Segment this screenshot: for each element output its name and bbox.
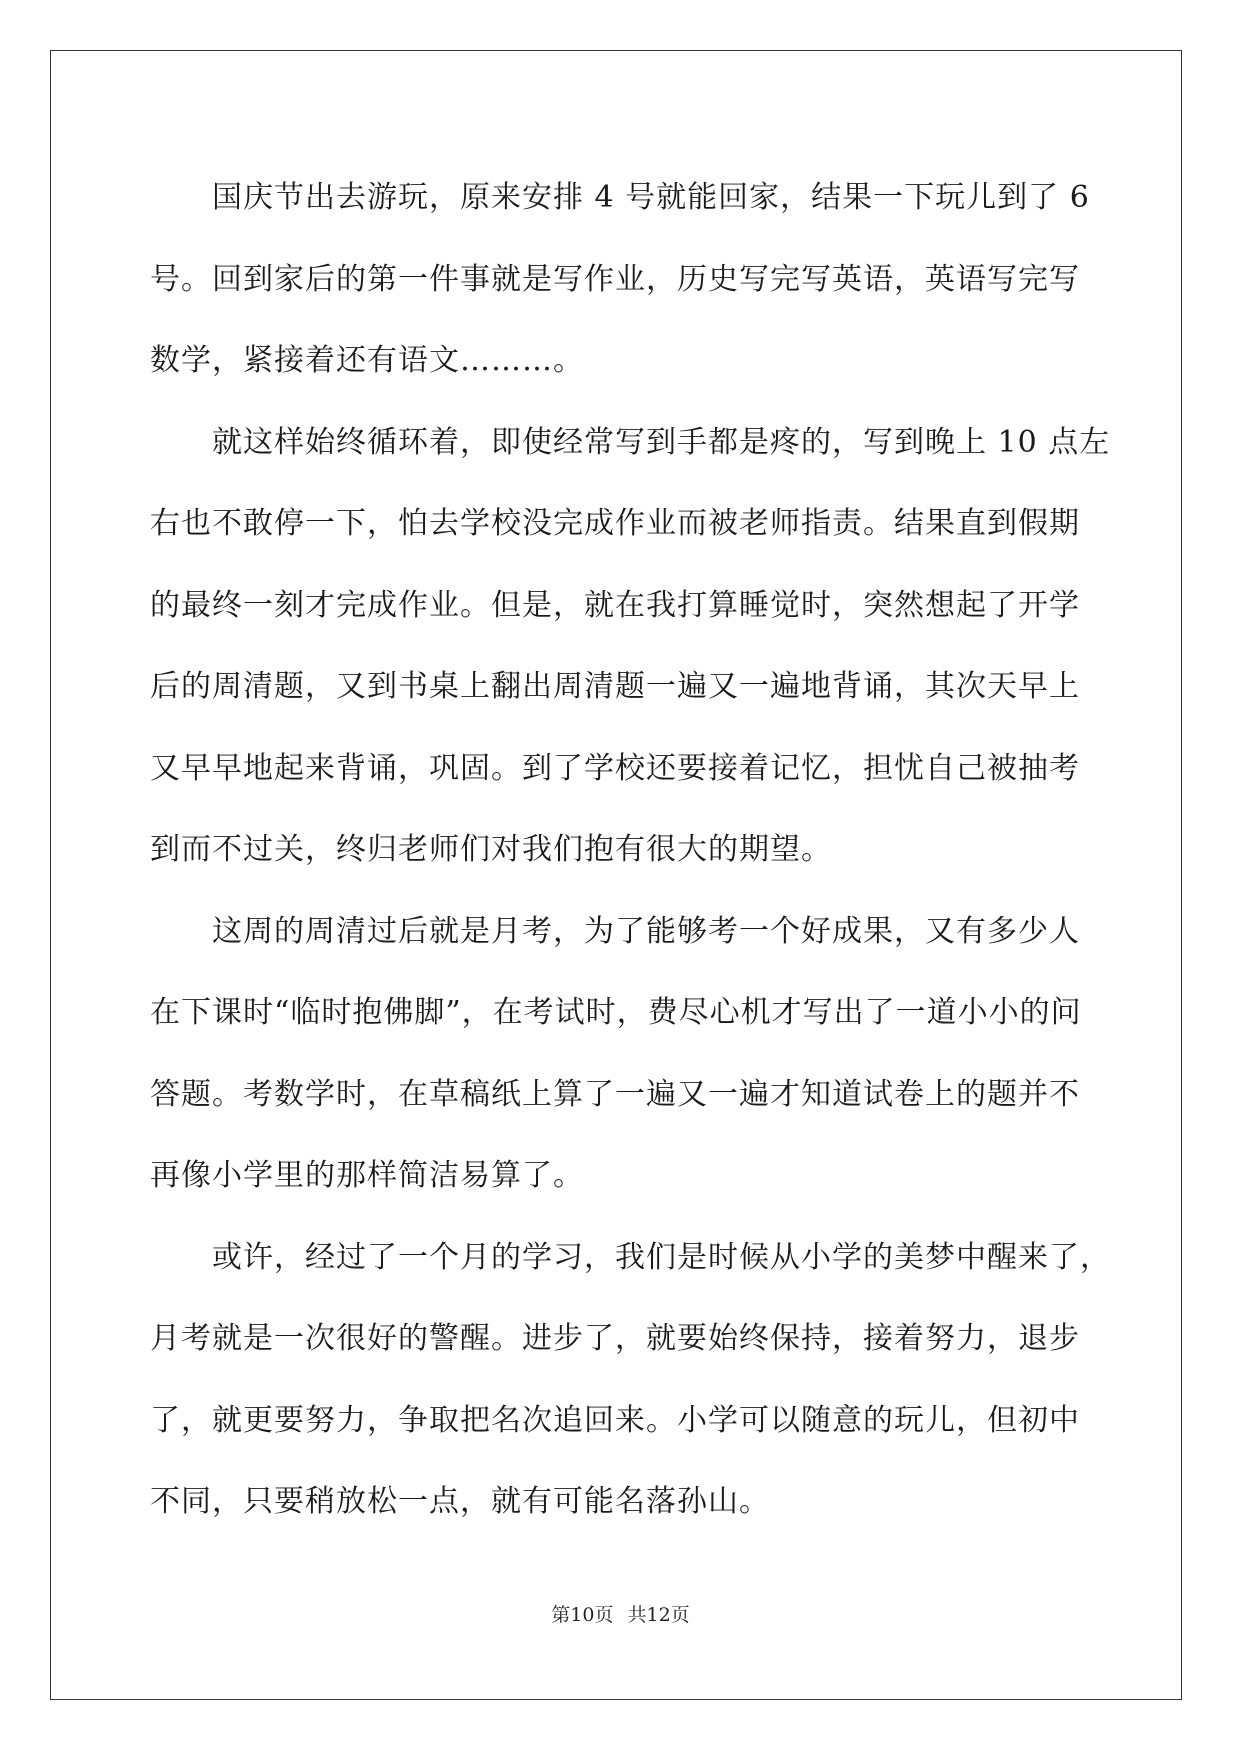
paragraph-3 xyxy=(150,891,1090,1217)
text-line: 再像小学里的那样简洁易算了。 xyxy=(150,1158,584,1193)
text-line: 后的周清题，又到书桌上翻出周清题一遍又一遍地背诵，其次天早上 xyxy=(150,669,1080,704)
page-total: 共12页 xyxy=(627,1604,690,1626)
text-line: 又早早地起来背诵，巩固。到了学校还要接着记忆，担忧自己被抽考 xyxy=(150,750,1080,786)
document-body xyxy=(150,157,1111,1543)
text-line: 了，就更要努力，争取把名次追回来。小学可以随意的玩儿，但初中 xyxy=(150,1402,1080,1438)
text-line: 到而不过关，终归老师们对我们抱有很大的期望。 xyxy=(150,832,832,867)
page-footer xyxy=(0,1600,1241,1627)
paragraph-1 xyxy=(150,157,1090,402)
text-line: 国庆节出去游玩，原来安排 4 号就能回家，结果一下玩儿到了 6 xyxy=(212,180,1090,215)
text-line: 月考就是一次很好的警醒。进步了，就要始终保持，接着努力，退步 xyxy=(150,1321,1080,1356)
text-line: 的最终一刻才完成作业。但是，就在我打算睡觉时，突然想起了开学 xyxy=(150,587,1080,623)
text-line: 在下课时“临时抱佛脚”，在考试时，费尽心机才写出了一道小小的问 xyxy=(150,995,1082,1030)
text-line: 数学，紧接着还有语文………。 xyxy=(150,343,584,378)
text-line: 号。回到家后的第一件事就是写作业，历史写完写英语，英语写完写 xyxy=(150,261,1080,297)
text-line: 右也不敢停一下，怕去学校没完成作业而被老师指责。结果直到假期 xyxy=(150,506,1080,541)
text-line: 这周的周清过后就是月考，为了能够考一个好成果，又有多少人 xyxy=(212,913,1080,949)
paragraph-4 xyxy=(150,1217,1111,1543)
paragraph-2 xyxy=(150,402,1111,891)
text-line: 不同，只要稍放松一点，就有可能名落孙山。 xyxy=(150,1484,770,1519)
text-line: 或许，经过了一个月的学习，我们是时候从小学的美梦中醒来了， xyxy=(212,1239,1111,1275)
text-line: 就这样始终循环着，即使经常写到手都是疼的，写到晚上 10 点左 xyxy=(212,424,1111,460)
text-line: 答题。考数学时，在草稿纸上算了一遍又一遍才知道试卷上的题并不 xyxy=(150,1076,1080,1112)
page-number: 第10页 xyxy=(551,1604,614,1626)
